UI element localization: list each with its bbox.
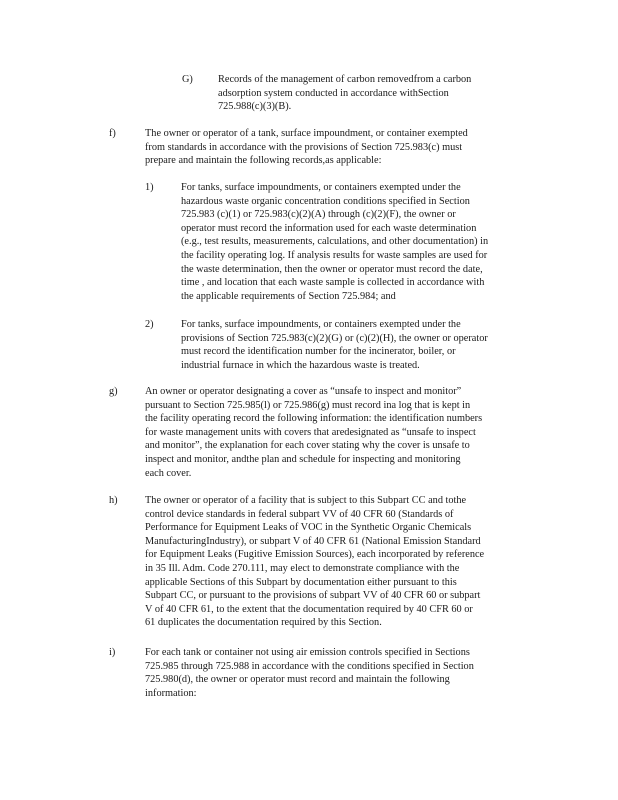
item-label: f): [109, 128, 116, 139]
item-text: The owner or operator of a facility that is subject to this Subpart CC and tothe control device standards in federal subpart VV of 40 CFR 60 (Standards of Performance for Equipment Leaks of VOC in the Synthetic Organic Chemicals ManufacturingIndustry), or subpart V of 40 CFR 61 (National Emission Standard for Equipment Leaks (Fugitive Emission Sources), each incorporated by reference in 35 Ill. Adm. Code 270.111, may elect to demonstrate compliance with the applicable Sections of this Subpart by documentation either pursuant to this Subpart CC, or pursuant to the provisions of subpart VV of 40 CFR 60 or subpart V of 40 CFR 61, to the extent that the documentation required by 40 CFR 60 or 61 duplicates the documentation required by this Section.: [145, 495, 485, 629]
item-label: G): [182, 74, 193, 85]
item-label: h): [109, 495, 118, 506]
item-text: The owner or operator of a tank, surface impoundment, or container exempted from standards in accordance with the provisions of Section 725.983(c) must prepare and maintain the following records,as applicable:: [145, 128, 468, 167]
item-text: For each tank or container not using air emission controls specified in Sections 725.985 through 725.988 in accordance with the conditions specified in Section 725.980(d), the owner or operator must record and maintain the following information:: [145, 647, 474, 699]
item-label: 2): [145, 319, 154, 330]
item-text: For tanks, surface impoundments, or containers exempted under the provisions of Section 725.983(c)(2)(G) or (c)(2)(H), the owner or operator must record the identification number for the incinerator, boiler, or industrial furnace in which the hazardous waste is treated.: [181, 319, 488, 371]
item-label: 1): [145, 182, 154, 193]
item-label: i): [109, 647, 116, 658]
item-label: g): [109, 386, 118, 397]
item-text: An owner or operator designating a cover as “unsafe to inspect and monitor” pursuant to Section 725.985(l) or 725.986(g) must record ina log that is kept in the facility operating record the following information: the identification numbers for waste management units with covers that aredesignated as “unsafe to inspect and monitor”, the explanation for each cover stating why the cover is unsafe to inspect and monitor, andthe plan and schedule for inspecting and monitoring each cover.: [145, 386, 483, 479]
item-text: Records of the management of carbon removedfrom a carbon adsorption system conducted in accordance withSection 725.988(c)(3)(B).: [218, 74, 472, 113]
item-text: For tanks, surface impoundments, or containers exempted under the hazardous waste organic concentration conditions specified in Section 725.983 (c)(1) or 725.983(c)(2)(A) through (c)(2)(F), the owner or operator must record the information used for each waste determination (e.g., test results, measurements, calculations, and other documentation) in the facility operating log. If analysis results for waste samples are used for the waste determination, then the owner or operator must record the date, time , and location that each waste sample is collected in accordance with the applicable requirements of Section 725.984; and: [181, 182, 489, 302]
